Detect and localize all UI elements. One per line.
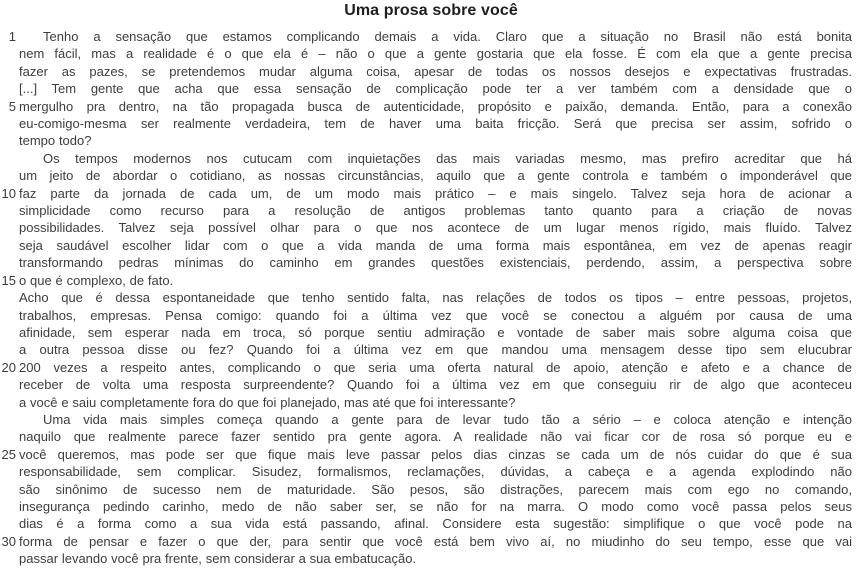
line-number: 20 <box>1 359 16 375</box>
text-line <box>0 28 852 45</box>
line-text: receber de volta uma resposta surpreendente? Quando foi a última vez em que conseguiu rir de algo que aconteceu <box>19 377 852 393</box>
line-text: transformando pedras mínimas do caminho em grandes questões existenciais, perdendo, assim, a perspectiva sobre <box>19 255 852 271</box>
text-line <box>0 324 852 341</box>
line-text: eu-comigo-mesma ser realmente verdadeira, tem de haver uma baita fricção. Será que precisa ser assim, sofrido o <box>19 116 852 132</box>
text-line <box>0 115 852 132</box>
text-line <box>0 237 852 254</box>
text-line <box>0 45 852 62</box>
text-line <box>0 167 852 184</box>
line-text: você queremos, mas pode ser que fique mais leve passar pelos dias cinzas se cada um de nós cuidar do que é sua <box>19 446 852 462</box>
line-text: fazer as pazes, se pretendemos mudar alguma coisa, apesar de todas os nossos desejos e expectativas frustradas. <box>19 63 852 79</box>
line-text: possibilidades. Talvez seja possível olhar para o que nos acontece de um lugar menos rígido, mais fluído. Talvez <box>19 220 852 236</box>
line-text: são sinônimo de sucesso nem de maturidade. São pesos, são distrações, parecem mais com ego no comando, <box>19 481 852 497</box>
line-text: tempo todo? <box>19 133 92 149</box>
line-text: dias é a forma como a sua vida está passando, afinal. Considere esta sugestão: simplifique o que você pode na <box>19 516 852 532</box>
text-line <box>0 550 852 567</box>
line-text: faz parte da jornada de cada um, de um modo mais prático – e mais singelo. Talvez seja hora de acionar a <box>19 185 852 201</box>
line-text: simplicidade como recurso para a resolução de antigos problemas tanto quanto para a criação de novas <box>19 203 852 219</box>
text-line <box>0 202 852 219</box>
text-line <box>0 185 852 202</box>
document-body <box>0 28 862 568</box>
text-line <box>0 376 852 393</box>
text-line <box>0 411 852 428</box>
text-line <box>0 132 852 149</box>
text-line <box>0 533 852 550</box>
line-number: 1 <box>8 29 16 44</box>
text-line <box>0 341 852 358</box>
text-line <box>0 498 852 515</box>
text-line <box>0 80 852 97</box>
line-text: Acho que é dessa espontaneidade que tenho sentido falta, nas relações de todos os tipos – entre pessoas, projetos, <box>19 290 852 306</box>
line-text: a outra pessoa disse ou fez? Quando foi a última vez em que mandou uma mensagem desse tipo sem elucubrar <box>19 342 852 358</box>
line-text: afinidade, sem esperar nada em troca, só porque sentiu admiração e vontade de saber mais sobre alguma coisa que <box>19 324 852 340</box>
line-number: 15 <box>1 272 16 288</box>
line-text: seja saudável escolher lidar com o que a vida manda de uma forma mais espontânea, em vez de apenas reagir <box>19 237 852 253</box>
text-line <box>0 394 852 411</box>
text-line <box>0 359 852 376</box>
line-text: trabalhos, empresas. Pensa comigo: quando foi a última vez que você se conectou a alguém por causa de uma <box>19 307 852 323</box>
text-line <box>0 289 852 306</box>
line-text: nem fácil, mas a realidade é o que ela é – não o que a gente gostaria que ela fosse. É com ela que a gente precisa <box>19 46 852 62</box>
text-line <box>0 63 852 80</box>
line-text: forma de pensar e fazer o que der, para sentir que você está bem vivo aí, no miudinho do seu tempo, esse que vai <box>19 533 852 549</box>
line-text: mergulho pra dentro, na tão propagada busca de autenticidade, propósito e paixão, demanda. Então, para a conexão <box>19 98 852 114</box>
line-number: 30 <box>1 533 16 549</box>
line-number: 10 <box>1 185 16 201</box>
text-line <box>0 98 852 115</box>
text-line <box>0 463 852 480</box>
line-text: [...] Tem gente que acha que essa sensação de complicação pode ter a ver também com a densidade que o <box>19 81 852 97</box>
line-text: responsabilidade, sem complicar. Sisudez, formalismos, reclamações, dúvidas, a cabeça e a agenda explodindo não <box>19 464 852 480</box>
line-text: a você e saiu completamente fora do que foi planejado, mas até que foi interessante? <box>19 394 516 410</box>
line-text: naquilo que realmente parece fazer sentido pra gente agora. A realidade não vai ficar cor de rosa só porque eu e <box>19 429 852 445</box>
line-text: insegurança pedindo carinho, medo de não saber ser, se não for na marra. O modo como você passa pelos seus <box>19 498 852 514</box>
line-number: 25 <box>1 446 16 462</box>
line-text: Uma vida mais simples começa quando a gente para de levar tudo tão a sério – e coloca atenção e intenção <box>43 411 852 427</box>
text-line <box>0 307 852 324</box>
line-number: 5 <box>8 98 16 114</box>
text-line <box>0 481 852 498</box>
text-line <box>0 219 852 236</box>
page-title: Uma prosa sobre você <box>344 2 518 19</box>
line-text: Os tempos modernos nos cutucam com inquietações das mais variadas mesmo, mas prefiro acreditar que há <box>43 150 852 166</box>
line-text: um jeito de abordar o cotidiano, as nossas circunstâncias, aquilo que a gente controla e também o imponderável que <box>19 168 852 184</box>
text-line <box>0 150 852 167</box>
line-text: o que é complexo, de fato. <box>19 272 174 288</box>
line-text: passar levando você pra frente, sem considerar a sua embatucação. <box>19 551 417 567</box>
text-line <box>0 272 852 289</box>
text-line <box>0 515 852 532</box>
text-line <box>0 254 852 271</box>
line-text: 200 vezes a respeito antes, complicando o que seria uma oferta natural de apoio, atenção e afeto e a chance de <box>19 359 852 375</box>
line-text: Tenho a sensação que estamos complicando demais a vida. Claro que a situação no Brasil não está bonita <box>43 29 852 44</box>
text-line <box>0 428 852 445</box>
text-line <box>0 446 852 463</box>
